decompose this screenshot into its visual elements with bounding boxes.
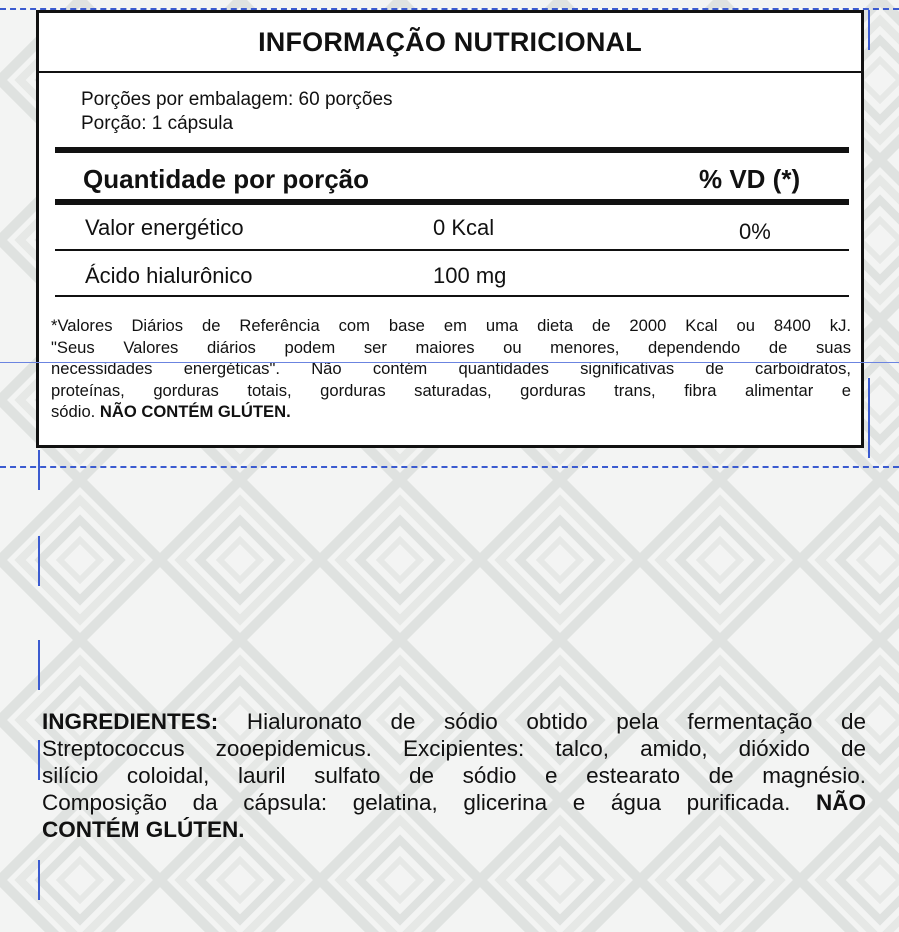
guide-right-2 bbox=[868, 378, 870, 458]
guide-left-4 bbox=[38, 640, 40, 690]
footnote-line bbox=[51, 401, 851, 423]
footnote-line: necessidades energéticas". Não contém quantidades significativas de carboidratos, bbox=[51, 359, 851, 378]
footnote-line: *Valores Diários de Referência com base em uma dieta de 2000 Kcal ou 8400 kJ. bbox=[51, 316, 851, 335]
guide-left-2 bbox=[38, 450, 40, 490]
footnote-line: proteínas, gorduras totais, gorduras saturadas, gorduras trans, fibra alimentar e bbox=[51, 380, 851, 400]
quantity-header: Quantidade por porção bbox=[83, 164, 370, 194]
ingredients-line bbox=[42, 789, 866, 816]
ingredients-text: Hialuronato de sódio obtido pela fermentação de bbox=[218, 709, 866, 734]
guide-left-5 bbox=[38, 740, 40, 780]
gluten-warning-start: NÃO bbox=[816, 790, 866, 815]
footnote-line: "Seus Valores diários podem ser maiores ou menores, dependendo de suas bbox=[51, 337, 851, 357]
footnote-last-text: sódio. bbox=[51, 402, 100, 421]
guide-left-6 bbox=[38, 860, 40, 900]
capsule-composition: Composição da cápsula: gelatina, glicerina e água purificada. bbox=[42, 790, 816, 815]
ingredients-line: silício coloidal, lauril sulfato de sódio e estearato de magnésio. bbox=[42, 763, 866, 788]
ingredients-heading: INGREDIENTES: bbox=[42, 709, 219, 734]
nutrient-name: Ácido hialurônico bbox=[85, 263, 253, 288]
ingredients-line bbox=[42, 816, 866, 843]
gluten-warning: NÃO CONTÉM GLÚTEN. bbox=[99, 402, 291, 421]
gluten-warning-end: CONTÉM GLÚTEN. bbox=[42, 817, 245, 842]
nutrition-facts-panel bbox=[36, 10, 864, 448]
row-divider bbox=[55, 295, 849, 297]
ingredients-line: Streptococcus zooepidemicus. Excipientes: talco, amido, dióxido de bbox=[42, 736, 866, 761]
ingredients-line bbox=[42, 708, 866, 735]
servings-per-package: Porções por embalagem: 60 porções bbox=[81, 89, 393, 110]
guide-dashed-bottom bbox=[0, 466, 899, 468]
nutrient-daily-value: 0% bbox=[739, 219, 771, 244]
ingredients-block bbox=[42, 708, 866, 843]
nutrient-amount: 0 Kcal bbox=[433, 215, 495, 240]
footnote bbox=[51, 315, 851, 423]
guide-horizontal-thin bbox=[0, 362, 899, 363]
title-divider bbox=[39, 71, 861, 73]
thick-divider-top bbox=[55, 147, 849, 153]
panel-title: INFORMAÇÃO NUTRICIONAL bbox=[258, 27, 642, 57]
guide-left-3 bbox=[38, 536, 40, 586]
serving-size: Porção: 1 cápsula bbox=[81, 113, 234, 134]
thick-divider-bottom bbox=[55, 199, 849, 205]
nutrient-name: Valor energético bbox=[85, 215, 244, 240]
daily-value-header: % VD (*) bbox=[699, 164, 801, 194]
guide-right-1 bbox=[868, 10, 870, 50]
nutrient-amount: 100 mg bbox=[433, 263, 507, 288]
row-divider bbox=[55, 249, 849, 251]
